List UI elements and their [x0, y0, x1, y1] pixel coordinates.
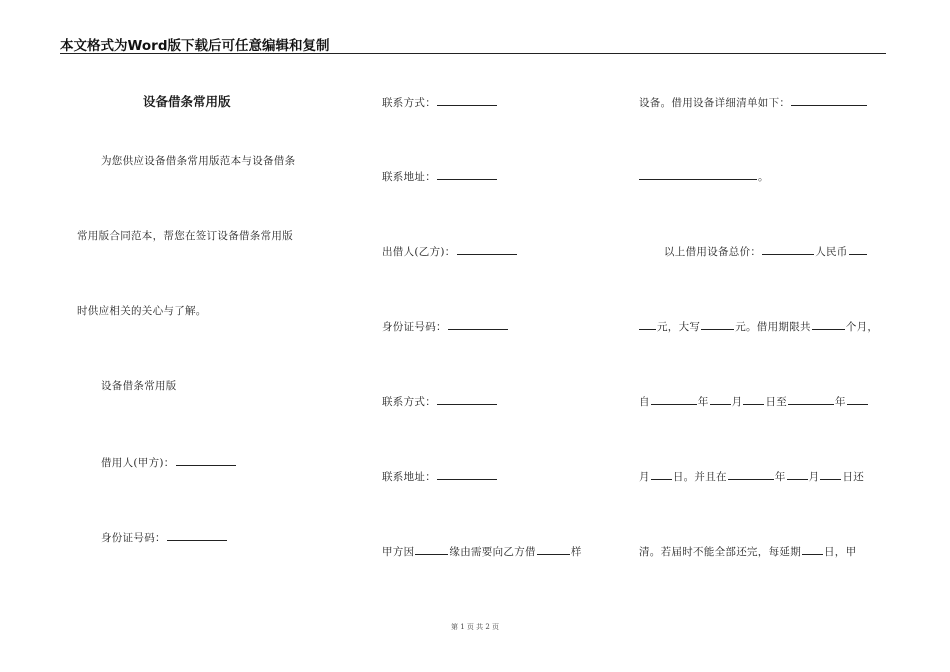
capital-amount-label: 元，大写 [657, 321, 701, 333]
borrower-id-label: 身份证号码： [101, 532, 166, 544]
borrower-contact-line [382, 94, 498, 110]
reason-text-b: 缘由需要向乙方借 [449, 546, 536, 558]
lender-label: 出借人(乙方)： [382, 246, 456, 258]
from-day-blank [743, 393, 764, 405]
rmb-blank-2 [639, 318, 656, 330]
to-month-blank [847, 393, 868, 405]
lender-id-line [382, 318, 509, 334]
borrower-label: 借用人(甲方)： [101, 457, 175, 469]
lender-blank [457, 243, 517, 255]
return-label: 日。并且在 [672, 471, 727, 483]
total-price-label: 以上借用设备总价： [664, 246, 762, 258]
term-label: 元。借用期限共 [735, 321, 811, 333]
from-year-blank [651, 393, 697, 405]
overdue-days-blank [802, 543, 823, 555]
reason-text-a: 甲方因 [382, 546, 415, 558]
period-to-line [639, 468, 864, 484]
borrower-address-line [382, 168, 498, 184]
borrower-blank [176, 454, 236, 466]
overdue-line [639, 543, 856, 559]
lender-id-label: 身份证号码： [382, 321, 447, 333]
year-label-1: 年 [697, 396, 709, 408]
section-subtitle: 设备借条常用版 [101, 380, 177, 392]
period-from-line [639, 393, 869, 409]
overdue-label: 清。若届时不能全部还完，每延期 [639, 546, 801, 558]
equipment-list-blank-2 [639, 168, 757, 180]
document-title: 设备借条常用版 [143, 94, 231, 109]
borrower-line [101, 454, 237, 470]
to-label: 日至 [765, 396, 788, 408]
equipment-list-continuation [639, 168, 769, 184]
equipment-list-blank [791, 94, 867, 106]
month-label-2: 月 [639, 471, 650, 483]
overdue-days-label: 日，甲 [824, 546, 857, 558]
total-price-blank [762, 243, 814, 255]
borrower-contact-label: 联系方式： [382, 97, 436, 109]
rmb-label: 人民币 [815, 246, 848, 258]
month-label-3: 月 [808, 471, 820, 483]
reason-text-c: 样 [570, 546, 582, 558]
borrower-id-line [101, 529, 228, 545]
lender-id-blank [448, 318, 508, 330]
intro-line-2: 常用版合同范本，帮您在签订设备借条常用版 [77, 230, 293, 242]
borrower-address-blank [437, 168, 497, 180]
to-day-blank [651, 468, 672, 480]
page-footer: 第 1 页 共 2 页 [450, 623, 500, 631]
to-year-blank [788, 393, 834, 405]
amount-term-line [639, 318, 878, 334]
equipment-list-label: 设备。借用设备详细清单如下： [639, 97, 791, 109]
return-day-label: 日还 [842, 471, 865, 483]
reason-blank [415, 543, 448, 555]
header-text: 本文格式为Word版下载后可任意编辑和复制 [60, 38, 330, 54]
lender-contact-blank [437, 393, 497, 405]
months-label: 个月， [845, 321, 879, 333]
capital-amount-blank [701, 318, 734, 330]
lender-contact-line [382, 393, 498, 409]
year-label-3: 年 [774, 471, 786, 483]
document-header [60, 34, 886, 54]
intro-line-1: 为您供应设备借条常用版范本与设备借条 [101, 155, 296, 167]
lender-address-blank [437, 468, 497, 480]
lender-address-line [382, 468, 498, 484]
borrower-id-blank [167, 529, 227, 541]
borrower-address-label: 联系地址： [382, 171, 436, 183]
lender-address-label: 联系地址： [382, 471, 436, 483]
return-year-blank [728, 468, 774, 480]
reason-line [382, 543, 582, 559]
return-day-blank [820, 468, 841, 480]
lender-line [382, 243, 518, 259]
quantity-blank [537, 543, 570, 555]
equipment-list-end: 。 [758, 171, 769, 183]
month-label-1: 月 [731, 396, 743, 408]
rmb-blank [849, 243, 867, 255]
intro-line-3: 时供应相关的关心与了解。 [77, 305, 207, 317]
borrower-contact-blank [437, 94, 497, 106]
from-label: 自 [639, 396, 650, 408]
equipment-list-line [639, 94, 868, 110]
from-month-blank [710, 393, 731, 405]
term-blank [812, 318, 845, 330]
year-label-2: 年 [835, 396, 846, 408]
total-price-line [664, 243, 868, 259]
lender-contact-label: 联系方式： [382, 396, 436, 408]
return-month-blank [787, 468, 808, 480]
